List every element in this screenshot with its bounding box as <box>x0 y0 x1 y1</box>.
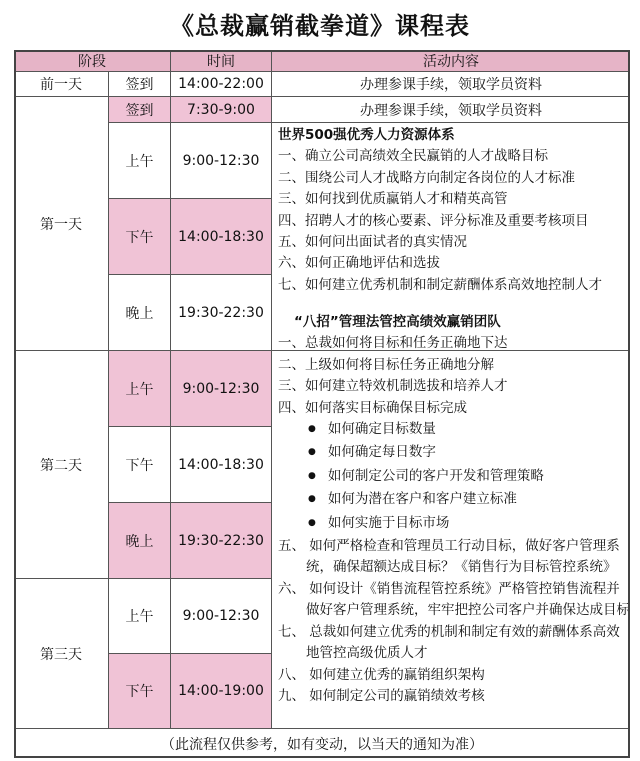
slot-d2-pm: 下午 <box>109 427 171 503</box>
day-label-pre: 前一天 <box>14 72 109 97</box>
content-item: 六、如何正确地评估和选拔 <box>278 255 440 272</box>
time-d2-am: 9:00-12:30 <box>171 351 272 427</box>
content-item: 三、如何建立特效机制选拔和培养人才 <box>278 378 508 395</box>
content-item: 五、 如何严格检查和管理员工行动目标，做好客户管理系统，确保超额达成目标？《销售行为目标管控系统》 <box>278 538 620 576</box>
slot-d3-am: 上午 <box>109 579 171 654</box>
time-d1-signin: 7:30-9:00 <box>171 97 272 123</box>
time-d2-ev: 19:30-22:30 <box>171 503 272 579</box>
footer-note: （此流程仅供参考，如有变动，以当天的通知为准） <box>14 728 630 758</box>
slot-d3-pm: 下午 <box>109 654 171 728</box>
slot-d1-pm: 下午 <box>109 199 171 275</box>
slot-d2-ev: 晚上 <box>109 503 171 579</box>
page-title: 《总裁赢销截拳道》课程表 <box>170 12 470 40</box>
slot-d2-am: 上午 <box>109 351 171 427</box>
content-heading-eight: “八招”管理法管控高绩效赢销团队 <box>294 314 501 330</box>
day-label-1: 第一天 <box>14 97 109 351</box>
content-item: 二、围绕公司人才战略方向制定各岗位的人才标准 <box>278 169 575 186</box>
content-item: 六、 如何设计《销售流程管控系统》严格管控销售流程并做好客户管理系统，牢牢把控公司客户并确保达成目标 <box>278 580 630 619</box>
time-d3-pm: 14:00-19:00 <box>171 654 272 728</box>
content-item: 四、如何落实目标确保目标完成 <box>278 399 467 416</box>
schedule-table <box>14 50 630 758</box>
time-d1-pm: 14:00-18:30 <box>171 199 272 275</box>
content-item: 七、 总裁如何建立优秀的机制和制定有效的薪酬体系高效地管控高级优质人才 <box>278 623 620 662</box>
bullet-item: ● 如何制定公司的客户开发和管理策略 <box>272 466 630 489</box>
header-content: 活动内容 <box>272 50 630 72</box>
time-d3-am: 9:00-12:30 <box>171 579 272 654</box>
content-item: 八、 如何建立优秀的赢销组织架构 <box>278 666 485 683</box>
content-item: 五、如何问出面试者的真实情况 <box>278 234 467 251</box>
content-heading-hr: 世界500强优秀人力资源体系 <box>278 127 455 143</box>
bullet-item: ● 如何确定目标数量 <box>272 419 630 442</box>
content-eight-moves <box>272 312 630 728</box>
content-item: 四、招聘人才的核心要素、评分标准及重要考核项目 <box>278 212 589 229</box>
day-label-2: 第二天 <box>14 351 109 579</box>
header-time: 时间 <box>171 50 272 72</box>
content-item: 七、如何建立优秀机制和制定薪酬体系高效地控制人才 <box>278 276 602 293</box>
day-label-3: 第三天 <box>14 579 109 728</box>
bullet-item: ● 如何为潜在客户和客户建立标准 <box>272 489 630 512</box>
bullet-item: ● 如何实施于目标市场 <box>272 513 630 536</box>
time-d2-pm: 14:00-18:30 <box>171 427 272 503</box>
content-item: 三、如何找到优质赢销人才和精英高管 <box>278 191 508 208</box>
content-pre-signin: 办理参课手续，领取学员资料 <box>272 72 630 97</box>
slot-d1-ev: 晚上 <box>109 275 171 351</box>
slot-pre-signin: 签到 <box>109 72 171 97</box>
header-stage: 阶段 <box>14 50 171 72</box>
slot-d1-am: 上午 <box>109 123 171 199</box>
content-d1-signin: 办理参课手续，领取学员资料 <box>272 97 630 123</box>
content-item: 九、 如何制定公司的赢销绩效考核 <box>278 687 485 704</box>
time-d1-am: 9:00-12:30 <box>171 123 272 199</box>
slot-d1-signin: 签到 <box>109 97 171 123</box>
content-item: 一、总裁如何将目标和任务正确地下达 <box>278 335 508 352</box>
time-d1-ev: 19:30-22:30 <box>171 275 272 351</box>
bullet-item: ● 如何确定每日数字 <box>272 442 630 465</box>
content-item: 一、确立公司高绩效全民赢销的人才战略目标 <box>278 148 548 165</box>
time-pre-signin: 14:00-22:00 <box>171 72 272 97</box>
content-item: 二、上级如何将目标任务正确地分解 <box>278 356 494 373</box>
